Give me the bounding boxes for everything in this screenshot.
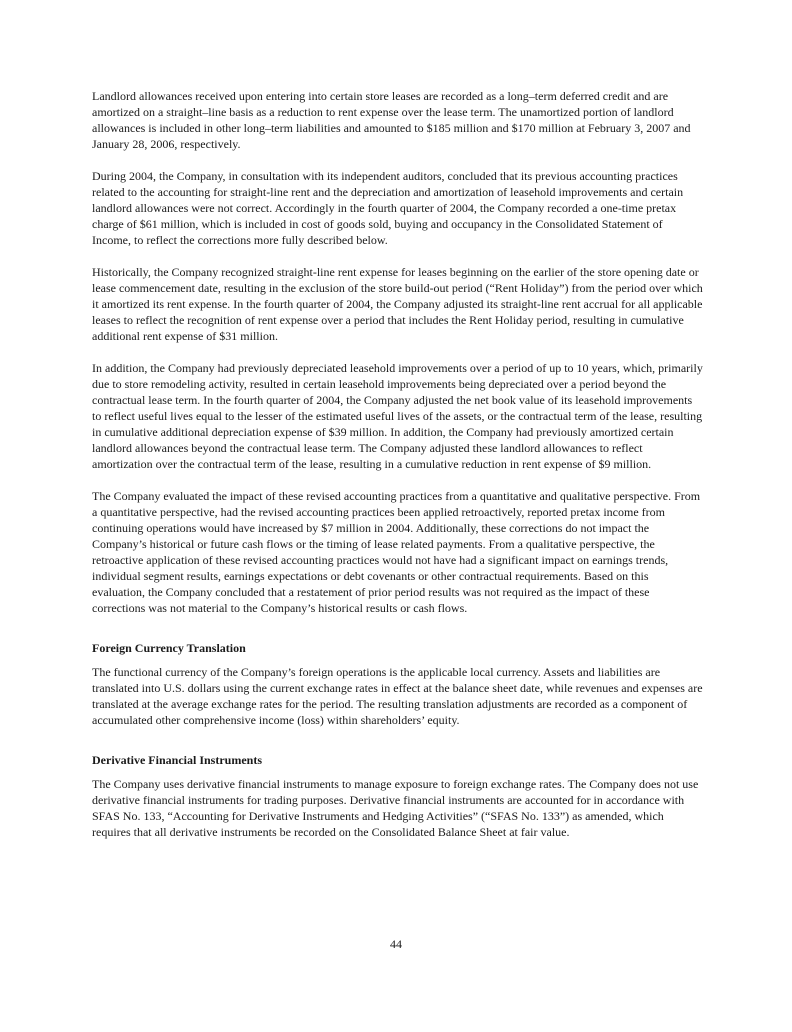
heading-derivative-financial-instruments: Derivative Financial Instruments — [92, 753, 262, 767]
paragraph-leasehold-improvements: In addition, the Company had previously depreciated leasehold improvements over a period of up to 10 years, which, primarily due to store remodeling activity, resulted in certain leasehold improvements being depreciated over a period beyond the contractual lease term. In the fourth quarter of 2004, the Company adjusted the net book value of its leasehold improvements to reflect useful lives equal to the lesser of the estimated useful lives of the assets, or the contractual term of the lease, resulting in cumulative additional depreciation expense of $39 million. In addition, the Company had previously amortized certain landlord allowances beyond the contractual lease term. The Company adjusted these landlord allowances to reflect amortization over the contractual term of the lease, resulting in a cumulative reduction in rent expense of $9 million. — [92, 361, 703, 471]
page-number: 44 — [390, 937, 402, 951]
paragraph-derivative-financial-instruments: The Company uses derivative financial instruments to manage exposure to foreign exchange rates. The Company does not use derivative financial instruments for trading purposes. Derivative financial instruments are accounted for in accordance with SFAS No. 133, “Accounting for Derivative Instruments and Hedging Activities” (“SFAS No. 133”) as amended, which requires that all derivative instruments be recorded on the Consolidated Balance Sheet at fair value. — [92, 777, 699, 839]
paragraph-landlord-allowances: Landlord allowances received upon entering into certain store leases are recorded as a long–term deferred credit and are amortized on a straight–line basis as a reduction to rent expense over the lease term. The unamortized portion of landlord allowances is included in other long–term liabilities and amounted to $185 million and $170 million at February 3, 2007 and January 28, 2006, respectively. — [92, 89, 691, 151]
paragraph-rent-holiday: Historically, the Company recognized straight-line rent expense for leases beginning on the earlier of the store opening date or lease commencement date, resulting in the exclusion of the store build-out period (“Rent Holiday”) from the period over which it amortized its rent expense. In the fourth quarter of 2004, the Company adjusted its straight-line rent accrual for all applicable leases to reflect the recognition of rent expense over a period that includes the Rent Holiday period, resulting in cumulative additional rent expense of $31 million. — [92, 265, 703, 343]
paragraph-foreign-currency-translation: The functional currency of the Company’s foreign operations is the applicable local currency. Assets and liabilities are translated into U.S. dollars using the current exchange rates in effect at the balance sheet date, while revenues and expenses are translated at the average exchange rates for the period. The resulting translation adjustments are recorded as a component of accumulated other comprehensive income (loss) within shareholders’ equity. — [92, 665, 703, 727]
paragraph-2004-correction: During 2004, the Company, in consultation with its independent auditors, concluded that its previous accounting practices related to the accounting for straight-line rent and the depreciation and amortization of leasehold improvements and certain landlord allowances were not correct. Accordingly in the fourth quarter of 2004, the Company recorded a one-time pretax charge of $61 million, which is included in cost of goods sold, buying and occupancy in the Consolidated Statement of Income, to reflect the corrections more fully described below. — [92, 169, 684, 247]
paragraph-impact-evaluation: The Company evaluated the impact of these revised accounting practices from a quantitative and qualitative perspective. From a quantitative perspective, had the revised accounting practices been applied retroactively, reported pretax income from continuing operations would have increased by $7 million in 2004. Additionally, these corrections do not impact the Company’s historical or future cash flows or the timing of lease related payments. From a qualitative perspective, the retroactive application of these revised accounting practices would not have had a significant impact on earnings trends, individual segment results, earnings expectations or debt covenants or other contractual requirements. Based on this evaluation, the Company concluded that a restatement of prior period results was not required as the impact of these corrections was not material to the Company’s historical results or cash flows. — [92, 489, 701, 615]
document-page — [92, 88, 704, 840]
heading-foreign-currency-translation: Foreign Currency Translation — [92, 641, 246, 655]
